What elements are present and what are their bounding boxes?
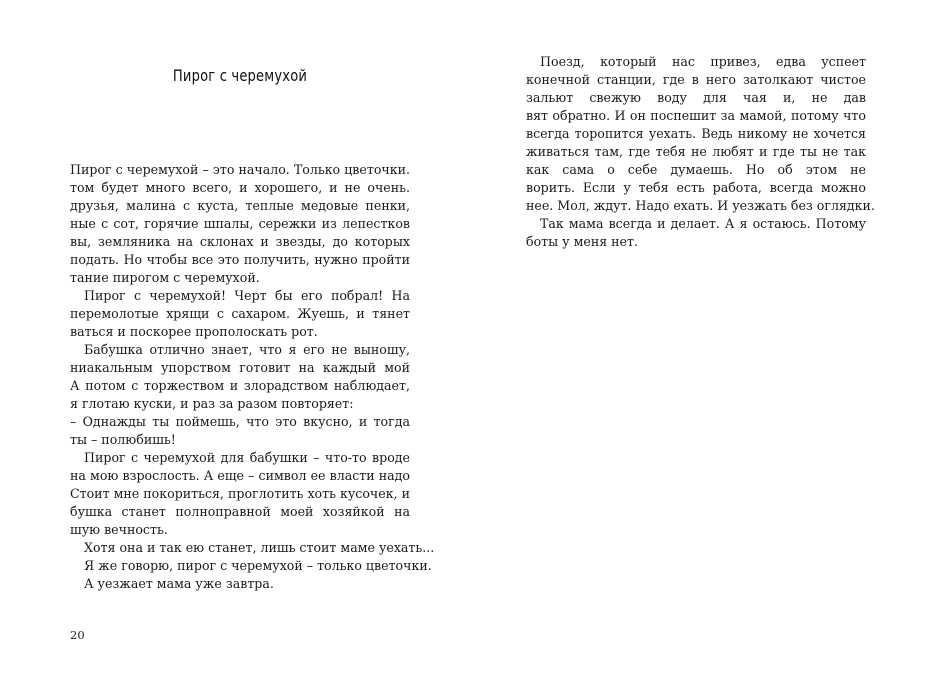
- text-line: боты у меня нет.: [526, 234, 638, 249]
- text-line: на мою взрослость. А еще – символ ее власти надо: [70, 468, 410, 483]
- page-number: 20: [70, 628, 85, 642]
- text-line: живаться там, где тебя не любят и где ты не так: [526, 144, 866, 159]
- text-line: ворить. Если у тебя есть работа, всегда можно: [526, 180, 866, 195]
- text-line: подать. Но чтобы все это получить, нужно пройти: [70, 252, 410, 267]
- text-line: зальют свежую воду для чая и, не дав: [526, 90, 866, 105]
- text-line: А уезжает мама уже завтра.: [84, 576, 274, 591]
- text-line: А потом с торжеством и злорадством наблюдает,: [70, 378, 410, 393]
- text-line: вы, земляника на склонах и звезды, до которых: [70, 234, 410, 249]
- text-line: – Однажды ты поймешь, что это вкусно, и тогда: [70, 414, 410, 429]
- text-line: ниакальным упорством готовит на каждый мой: [70, 360, 410, 375]
- text-line: ваться и поскорее прополоскать рот.: [70, 324, 318, 339]
- text-line: том будет много всего, и хорошего, и не очень.: [70, 180, 410, 195]
- text-line: Так мама всегда и делает. А я остаюсь. Потому: [540, 216, 866, 231]
- text-line: Бабушка отлично знает, что я его не выношу,: [84, 342, 410, 357]
- chapter-title: Пирог с черемухой: [172, 66, 308, 85]
- text-line: Стоит мне покориться, проглотить хоть кусочек, и: [70, 486, 410, 501]
- text-line: всегда торопится уехать. Ведь никому не хочется: [526, 126, 866, 141]
- text-line: Хотя она и так ею станет, лишь стоит маме уехать...: [84, 540, 435, 555]
- text-line: ты – полюбишь!: [70, 432, 176, 447]
- text-line: Поезд, который нас привез, едва успеет: [540, 54, 866, 69]
- right-page: [468, 0, 937, 700]
- text-line: друзья, малина с куста, теплые медовые пенки,: [70, 198, 410, 213]
- text-line: перемолотые хрящи с сахаром. Жуешь, и тянет: [70, 306, 410, 321]
- text-line: ные с сот, горячие шпалы, сережки из лепестков: [70, 216, 410, 231]
- text-line: нее. Мол, ждут. Надо ехать. И уезжать без оглядки.: [526, 198, 875, 213]
- text-line: тание пирогом с черемухой.: [70, 270, 260, 285]
- text-line: конечной станции, где в него затолкают чистое: [526, 72, 866, 87]
- text-line: Пирог с черемухой для бабушки – что-то вроде: [84, 450, 410, 465]
- text-line: шую вечность.: [70, 522, 168, 537]
- text-line: Я же говорю, пирог с черемухой – только цветочки.: [84, 558, 432, 573]
- text-line: Пирог с черемухой! Черт бы его побрал! На: [84, 288, 410, 303]
- text-line: как сама о себе думаешь. Но об этом не: [526, 162, 866, 177]
- text-line: бушка станет полноправной моей хозяйкой на: [70, 504, 410, 519]
- text-line: я глотаю куски, и раз за разом повторяет:: [70, 396, 354, 411]
- text-line: вят обратно. И он поспешит за мамой, потому что: [526, 108, 866, 123]
- text-line: Пирог с черемухой – это начало. Только цветочки.: [70, 162, 410, 177]
- left-page: [0, 0, 468, 700]
